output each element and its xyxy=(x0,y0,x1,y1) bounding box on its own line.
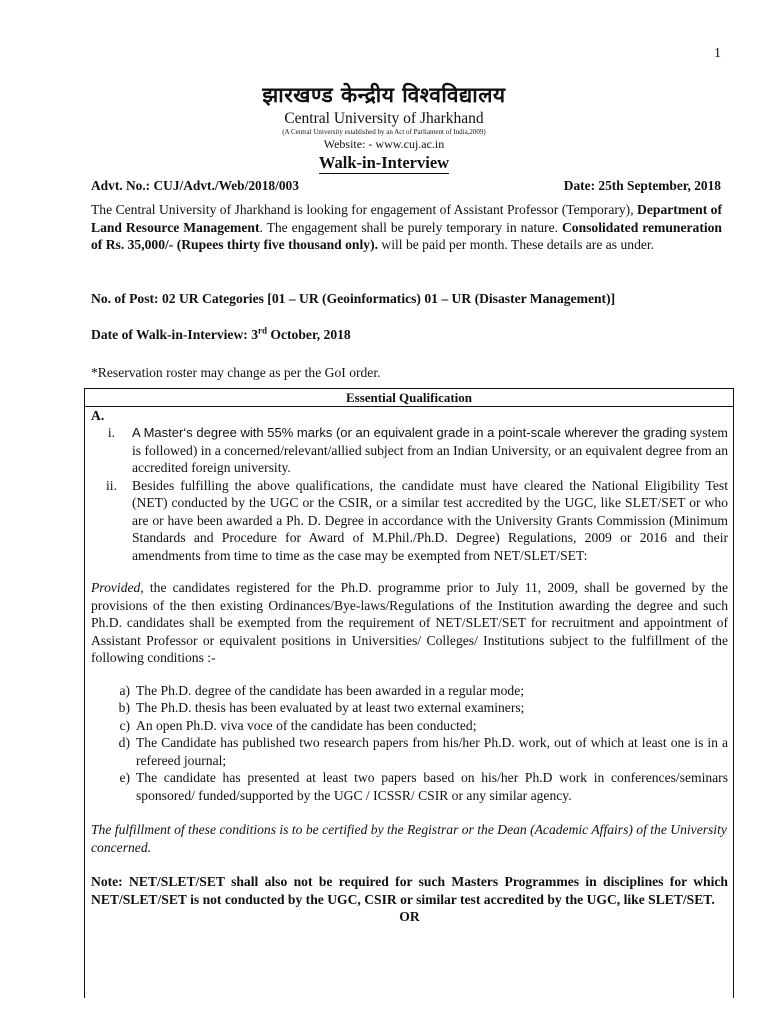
walkin-date-suffix: October, 2018 xyxy=(267,327,351,342)
qualification-item xyxy=(91,424,728,477)
condition-text: The Ph.D. degree of the candidate has been awarded in a regular mode; xyxy=(136,682,525,698)
page-number: 1 xyxy=(714,46,721,61)
item-text-a: A Master‘s degree with 55% marks (or an equivalent grade in a point-scale wherever the grading xyxy=(132,425,687,440)
advt-number: Advt. No.: CUJ/Advt./Web/2018/003 xyxy=(91,178,299,193)
number-of-posts: No. of Post: 02 UR Categories [01 – UR (Geoinformatics) 01 – UR (Disaster Management)] xyxy=(91,291,616,306)
item-text-b: system is followed) in a concerned/relevant/allied subject from an Indian University, or an equivalent degree from an accredited foreign university. xyxy=(132,425,728,475)
condition-number: d) xyxy=(118,735,130,750)
reservation-note: *Reservation roster may change as per the GoI order. xyxy=(91,365,381,380)
qualification-item xyxy=(91,477,728,565)
item-text: Besides fulfilling the above qualifications, the candidate must have cleared the National Eligibility Test (NET) conducted by the UGC or the CSIR, or a similar test accredited by the UGC, like SLET/SET or who are or have been awarded a Ph. D. Degree in accordance with the University Grants Commission (Minimum Standards and Procedure for Award of M.Phil./Ph.D. Degree) Regulations, 2009 or 2016 and their amendments from time to time as the case may be exempted from NET/SLET/SET: xyxy=(132,477,728,563)
walkin-date-prefix: Date of Walk-in-Interview: 3 xyxy=(91,327,259,342)
department-name: Department of Land Resource Management xyxy=(91,202,723,235)
advt-date: Date: 25th September, 2018 xyxy=(563,178,721,193)
qualification-table xyxy=(84,388,734,998)
condition-number: a) xyxy=(119,682,130,698)
condition-number: e) xyxy=(119,770,130,785)
item-number: i. xyxy=(107,425,116,440)
intro-text-3: will be paid per month. These details are as under. xyxy=(378,237,655,252)
university-name: Central University of Jharkhand xyxy=(284,110,484,127)
website-line: Website: - www.cuj.ac.in xyxy=(323,137,445,151)
advertisement-meta xyxy=(91,177,721,195)
condition-text: The Ph.D. thesis has been evaluated by at least two external examiners; xyxy=(136,700,525,715)
condition-item xyxy=(91,717,728,735)
condition-item xyxy=(91,734,728,769)
walkin-date xyxy=(91,326,722,344)
section-a-label: A. xyxy=(91,408,105,423)
condition-item xyxy=(91,769,728,804)
provided-text: , the candidates registered for the Ph.D. programme prior to July 11, 2009, shall be governed by the provisions of the then existing Ordinances/Bye-laws/Regulations of the Institution awarding the degree and such Ph.D. candidates shall be exempted from the requirement of NET/SLET/SET for recruitment and appointment of Assistant Professor or equivalent positions in Universities/ Colleges/ Institutions subject to the fulfillment of the following conditions :- xyxy=(91,580,728,665)
heading-text: Walk-in-Interview xyxy=(318,153,450,172)
fulfillment-note: The fulfillment of these conditions is to be certified by the Registrar or the Dean (Academic Affairs) of the University concerned. xyxy=(91,822,727,855)
qualification-body xyxy=(85,407,733,926)
remuneration: Consolidated remuneration of Rs. 35,000/- (Rupees thirty five thousand only). xyxy=(91,219,722,252)
hindi-university-title: झारखण्ड केन्द्रीय विश्वविद्यालय xyxy=(262,83,506,107)
document-heading xyxy=(0,153,768,173)
net-exemption-note: Note: NET/SLET/SET shall also not be required for such Masters Programmes in disciplines for which NET/SLET/SET is not conducted by the UGC, CSIR or similar test accredited by the UGC, like SLET/SET. xyxy=(91,874,728,907)
provided-paragraph xyxy=(91,579,728,667)
condition-text: The Candidate has published two research papers from his/her Ph.D. work, out of which at least one is in a refereed journal; xyxy=(136,735,728,768)
intro-text-1: The Central University of Jharkhand is looking for engagement of Assistant Professor (Temporary), xyxy=(91,202,634,217)
provided-lead: Provided xyxy=(91,580,141,595)
qualification-title: Essential Qualification xyxy=(85,389,733,407)
conditions-list xyxy=(91,682,728,805)
walkin-date-sup: rd xyxy=(258,325,268,336)
letterhead xyxy=(0,80,768,173)
condition-item xyxy=(91,682,728,700)
condition-text: An open Ph.D. viva voce of the candidate has been conducted; xyxy=(136,717,477,733)
item-number: ii. xyxy=(106,477,117,493)
or-separator: OR xyxy=(399,909,420,924)
condition-item xyxy=(91,699,728,717)
condition-number: c) xyxy=(119,717,130,733)
condition-text: The candidate has presented at least two papers based on his/her Ph.D work in conferences/seminars sponsored/ funded/supported by the UGC / ICSSR/ CSIR or any similar agency. xyxy=(136,770,728,803)
intro-paragraph xyxy=(91,201,722,254)
establishment-note: (A Central University established by an Act of Parliament of India,2009) xyxy=(282,128,486,136)
intro-text-2: . The engagement shall be purely temporary in nature. xyxy=(259,219,559,235)
condition-number: b) xyxy=(118,700,130,715)
item-text xyxy=(132,424,728,477)
